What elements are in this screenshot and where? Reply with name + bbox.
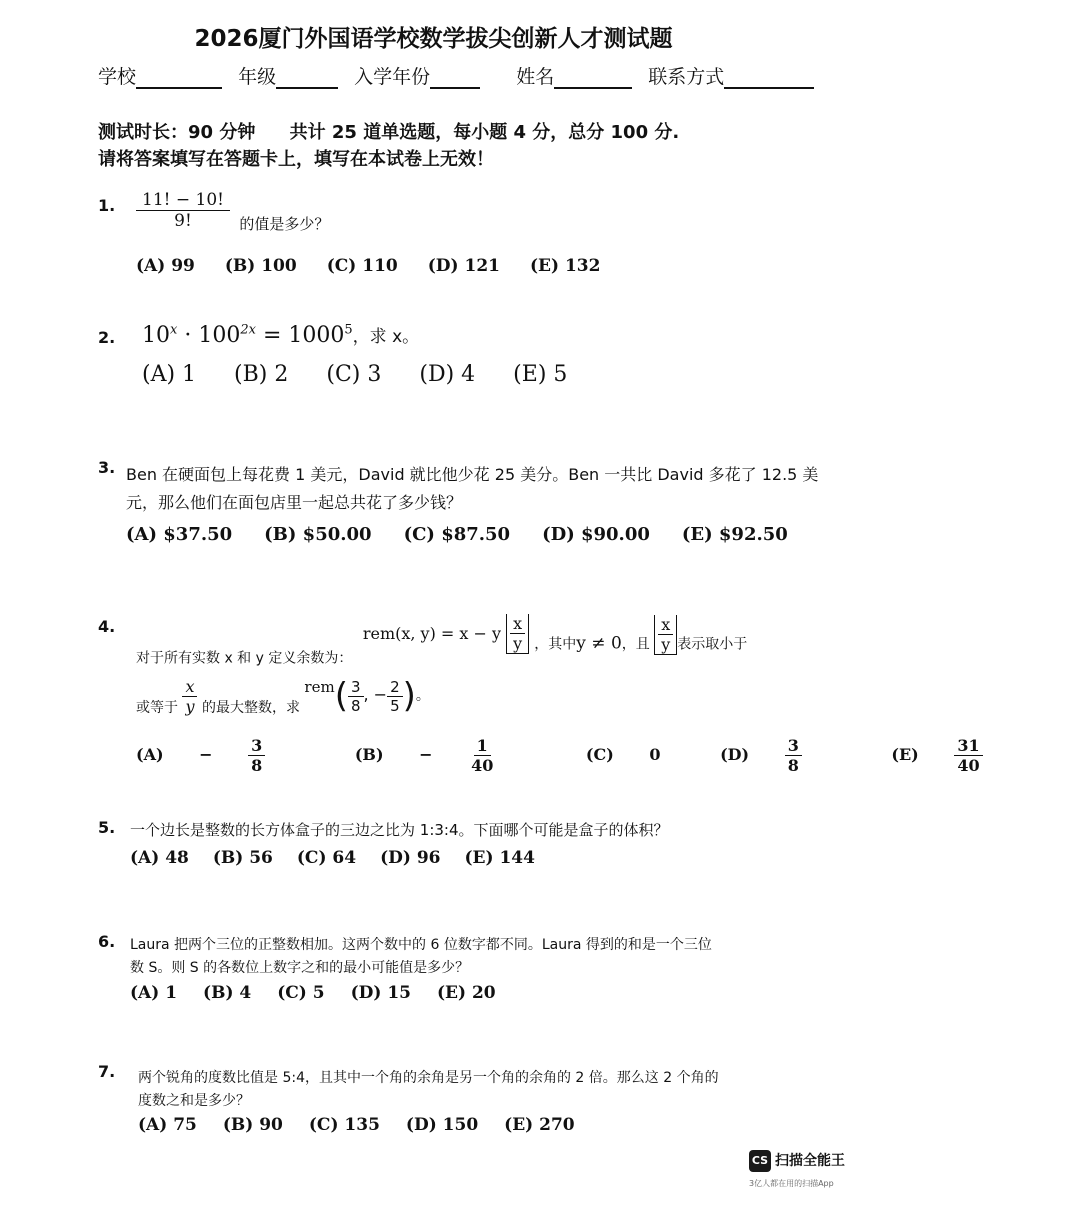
q5-text: 一个边长是整数的长方体盒子的三边之比为 1:3:4。下面哪个可能是盒子的体积？: [130, 821, 669, 839]
q3-number: 3.: [98, 458, 116, 477]
q2-option-e: (E) 5: [513, 362, 568, 387]
contact-label: 联系方式: [648, 66, 725, 88]
q2-option-a: (A) 1: [142, 362, 197, 387]
q5-options: [130, 848, 565, 868]
q7-option-e: (E) 270: [504, 1115, 575, 1135]
q4-floor: [506, 614, 529, 654]
q4-arg1-den: 8: [350, 696, 361, 715]
q6-option-e: (E) 20: [437, 983, 496, 1003]
q4-formula: [362, 614, 534, 653]
q4-option-e: (E) $\frac{31}{40}$: [891, 745, 1042, 764]
q3-option-c: (C) $87.50: [403, 524, 511, 545]
q2-text: ，求 x。: [352, 327, 420, 347]
q4-prefix: 对于所有实数 x 和 y 定义余数为：: [136, 650, 353, 667]
q4-line-1: [136, 614, 747, 668]
q7-options: [138, 1115, 605, 1135]
q4-arg2-den: 5: [390, 696, 400, 715]
q4-frac-num: x: [182, 677, 197, 697]
instructions-line-2: 请将答案填写在答题卡上，填写在本试卷上无效！: [98, 149, 494, 170]
q4-line2-prefix: 或等于: [136, 700, 178, 716]
q4-line2-mid: 的最大整数，求: [201, 700, 300, 716]
q4-option-c: (C) 0: [585, 745, 661, 764]
q2-number: 2.: [98, 328, 116, 347]
q1-text: 的值是多少？: [239, 215, 330, 233]
duration-text: 测试时长：90 分钟: [98, 122, 256, 143]
q4-option-d: (D) $\frac{3}{8}$: [720, 745, 862, 764]
q4-x-over-y: [182, 677, 197, 716]
camscanner-logo-icon: CS: [749, 1150, 771, 1172]
q2-base-1000: 1000: [288, 323, 345, 348]
school-blank: [136, 67, 222, 89]
q3-option-a: (A) $37.50: [126, 524, 233, 545]
q2-option-b: (B) 2: [234, 362, 289, 387]
q4-options: [136, 736, 1073, 775]
q3-line-1: Ben 在硬面包上每花费 1 美元，David 就比他少花 25 美分。Ben 一共比 David 多花了 12.5 美: [126, 465, 819, 484]
q6-option-c: (C) 5: [277, 983, 325, 1003]
q3-options: [126, 524, 818, 545]
q2-exponent-1: x: [170, 322, 178, 338]
q3-option-b: (B) $50.00: [264, 524, 372, 545]
q3-option-e: (E) $92.50: [681, 524, 788, 545]
q6-options: [130, 983, 526, 1003]
q4-end: 。: [415, 688, 430, 704]
name-blank: [554, 67, 632, 89]
q4-floor-2: $\frac{x}{y}$: [654, 615, 677, 655]
instructions-line-1: [98, 118, 679, 144]
q6-line-2: 数 S。则 S 的各数位上数字之和的最小可能值是多少？: [130, 960, 470, 976]
q4-formula-lhs: rem(x, y) = x − y: [362, 623, 502, 643]
q1-option-e: (E) 132: [530, 256, 601, 276]
q3-option-d: (D) $90.00: [542, 524, 650, 545]
q2-exponent-2: 2x: [240, 322, 256, 338]
q1-option-a: (A) 99: [136, 256, 195, 276]
page-title: 2026厦门外国语学校数学拔尖创新人才测试题: [194, 26, 673, 52]
q1-fraction: [136, 190, 230, 231]
q6-option-d: (D) 15: [350, 983, 412, 1003]
q4-arg2-num: 2: [387, 678, 403, 697]
q6-number: 6.: [98, 932, 116, 951]
student-info-line: [98, 62, 824, 89]
grade-blank: [276, 67, 338, 89]
q7-option-b: (B) 90: [222, 1115, 283, 1135]
q4-frac-den: y: [185, 696, 195, 716]
q1-option-b: (B) 100: [224, 256, 297, 276]
q1-number: 1.: [98, 196, 116, 215]
q2-option-d: (D) 4: [419, 362, 476, 387]
q2-base-100: 100: [198, 323, 241, 348]
q1-options: [136, 256, 630, 276]
q3-line-2: 元，那么他们在面包店里一起总共花了多少钱？: [126, 493, 463, 512]
q4-line-2: 或等于 $\frac{x}{y}$ 的最大整数，求 rem( $\frac{3}{8}$ , − $\frac{2}{5}$ )。: [136, 676, 430, 716]
q1-option-c: (C) 110: [326, 256, 398, 276]
q2-base-10: 10: [142, 323, 170, 348]
q4-option-a: (A) − $\frac{3}{8}$: [136, 745, 325, 764]
grade-label: 年级: [238, 66, 277, 88]
q4-option-b: (B) − $\frac{1}{40}$: [354, 736, 494, 775]
q6-option-b: (B) 4: [203, 983, 252, 1003]
q2-option-c: (C) 3: [326, 362, 382, 387]
q5-option-e: (E) 144: [464, 848, 535, 868]
q4-number: 4.: [98, 617, 116, 636]
q4-floor-num: x: [510, 614, 525, 634]
q7-line-2: 度数之和是多少？: [138, 1093, 250, 1109]
q4-rem-label: rem: [304, 678, 335, 696]
q4-mid2: ，且: [621, 636, 650, 653]
q2-dot: ·: [184, 323, 192, 348]
q7-option-d: (D) 150: [405, 1115, 479, 1135]
q7-option-c: (C) 135: [308, 1115, 380, 1135]
q2-exponent-3: 5: [344, 322, 353, 338]
camscanner-tagline: 3亿人都在用的扫描App: [749, 1179, 834, 1188]
year-label: 入学年份: [354, 66, 431, 88]
q6-line-1: Laura 把两个三位的正整数相加。这两个数中的 6 位数字都不同。Laura 得到的和是一个三位: [130, 937, 712, 953]
q7-number: 7.: [98, 1062, 116, 1081]
q5-option-d: (D) 96: [380, 848, 441, 868]
q6-option-a: (A) 1: [130, 983, 178, 1003]
q5-option-b: (B) 56: [212, 848, 273, 868]
q4-arg-sep: , −: [363, 685, 388, 704]
q5-option-a: (A) 48: [130, 848, 189, 868]
q5-option-c: (C) 64: [296, 848, 357, 868]
q5-number: 5.: [98, 818, 116, 837]
q1-option-d: (D) 121: [427, 256, 500, 276]
q4-mid: ，其中: [534, 636, 577, 653]
q2-equation: [142, 322, 419, 348]
q4-arg1-num: 3: [348, 678, 364, 697]
q4-floor-den: y: [513, 634, 523, 653]
q1-denominator: 9!: [174, 211, 192, 231]
rules-text: 共计 25 道单选题，每小题 4 分，总分 100 分.: [289, 122, 680, 143]
year-blank: [430, 67, 480, 89]
name-label: 姓名: [516, 66, 555, 88]
camscanner-name: 扫描全能王: [775, 1153, 845, 1169]
q1-expression: [136, 190, 329, 234]
q2-equals: =: [262, 323, 282, 348]
q4-condition: y ≠ 0: [576, 633, 622, 654]
q7-line-1: 两个锐角的度数比值是 5:4，且其中一个角的余角是另一个角的余角的 2 倍。那么这 2 个角的: [138, 1070, 719, 1086]
contact-blank: [724, 67, 814, 89]
school-label: 学校: [98, 66, 137, 88]
q7-option-a: (A) 75: [138, 1115, 197, 1135]
q1-numerator: 11! − 10!: [136, 190, 230, 211]
q4-suffix: 表示取小于: [677, 636, 748, 653]
q2-options: [142, 362, 567, 387]
